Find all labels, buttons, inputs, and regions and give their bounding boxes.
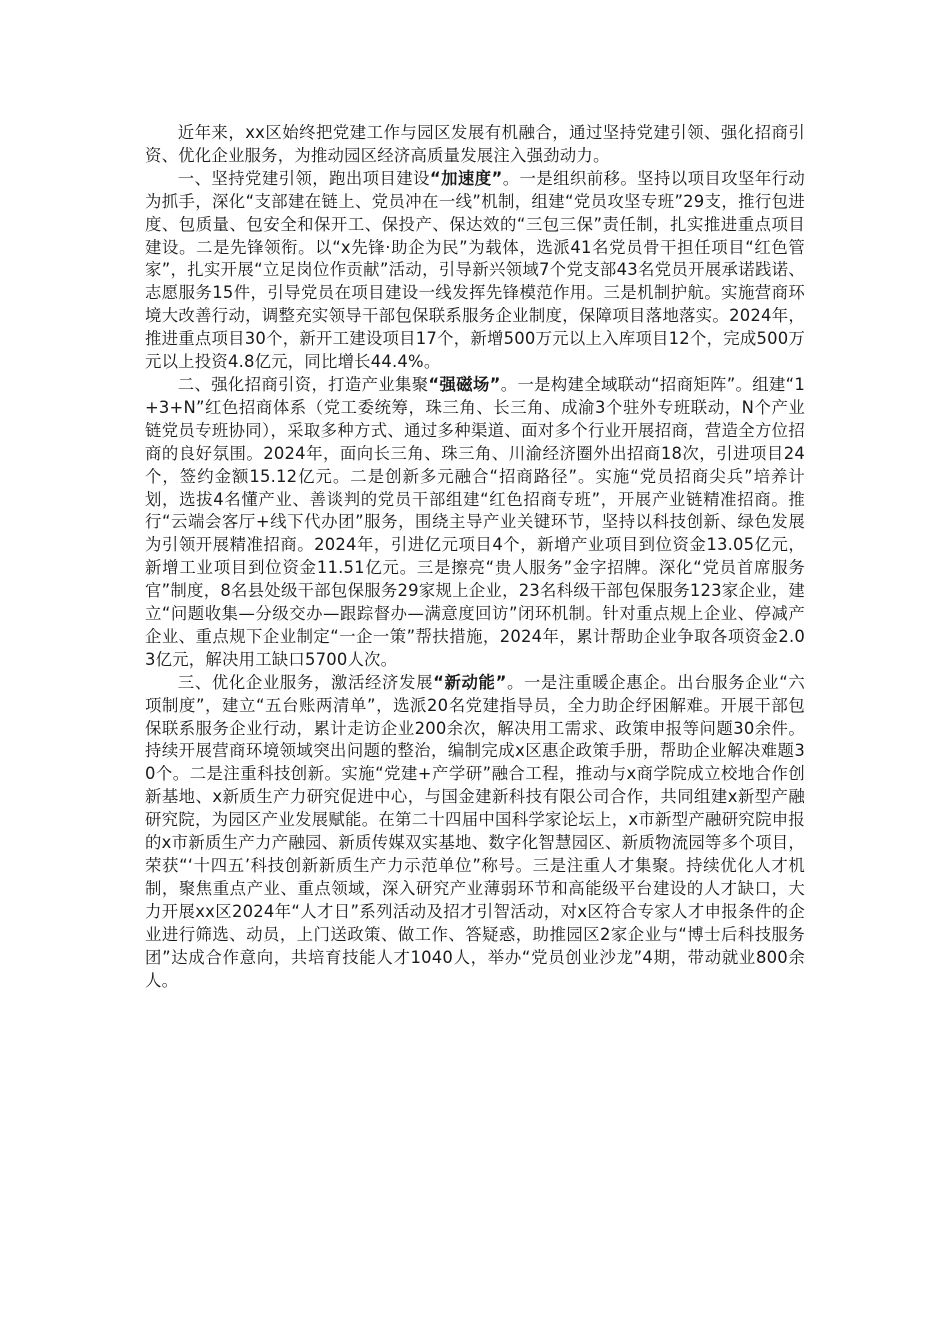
section-1-paragraph: [145, 168, 805, 374]
section-3-keyword: “新动能”: [433, 672, 507, 692]
section-1-lead: 一、坚持党建引领，跑出项目建设: [177, 168, 430, 188]
section-3-lead: 三、优化企业服务，激活经济发展: [177, 672, 434, 692]
intro-paragraph: 近年来，xx区始终把党建工作与园区发展有机融合，通过坚持党建引领、强化招商引资、优化企业服务，为推动园区经济高质量发展注入强劲动力。: [145, 123, 805, 165]
section-1-keyword: “加速度”: [429, 168, 503, 188]
section-2-tail: 。: [500, 374, 518, 394]
document-body: [145, 122, 805, 992]
section-3-body: 一是注重暖企惠企。出台服务企业“六项制度”，建立“五台账两清单”，选派20名党建指导员，全力助企纾困解难。开展干部包保联系服务企业行动，累计走访企业200余次，解决用工需求、政策申报等问题30余件。持续开展营商环境领域突出问题的整治，编制完成x区惠企政策手册，帮助企业解决难题30个。二是注重科技创新。实施“党建+产学研”融合工程，推动与x商学院成立校地合作创新基地、x新质生产力研究促进中心，与国金建新科技有限公司合作，共同组建x新型产融研究院，为园区产业发展赋能。在第二十四届中国科学家论坛上，x市新型产融研究院申报的x市新质生产力产融园、新质传媒双实基地、数字化智慧园区、新质物流园等多个项目，荣获“‘十四五’科技创新新质生产力示范单位”称号。三是注重人才集聚。持续优化人才机制，聚焦重点产业、重点领域，深入研究产业薄弱环节和高能级平台建设的人才缺口，大力开展xx区2024年“人才日”系列活动及招才引智活动，对x区符合专家人才申报条件的企业进行筛选、动员，上门送政策、做工作、答疑惑，助推园区2家企业与“博士后科技服务团”达成合作意向，共培育技能人才1040人，举办“党员创业沙龙”4期，带动就业800余人。: [145, 672, 806, 990]
section-2-lead: 二、强化招商引资，打造产业集聚: [177, 374, 429, 394]
section-3-paragraph: [145, 672, 805, 993]
section-2-body: 一是构建全域联动“招商矩阵”。组建“1+3+N”红色招商体系（党工委统筹，珠三角、长三角、成渝3个驻外专班联动，N个产业链党员专班协同），采取多种方式、通过多种渠道、面对多个行业开展招商，营造全方位招商的良好氛围。2024年，面向长三角、珠三角、川渝经济圈外出招商18次，引进项目24个，签约金额15.12亿元。二是创新多元融合“招商路径”。实施“党员招商尖兵”培养计划，选拔4名懂产业、善谈判的党员干部组建“红色招商专班”，开展产业链精准招商。推行“云端会客厅+线下代办团”服务，围绕主导产业关键环节，坚持以科技创新、绿色发展为引领开展精准招商。2024年，引进亿元项目4个，新增产业项目到位资金13.05亿元，新增工业项目到位资金11.51亿元。三是擦亮“贵人服务”金字招牌。深化“党员首席服务官”制度，8名县处级干部包保服务29家规上企业，23名科级干部包保服务123家企业，建立“问题收集—分级交办—跟踪督办—满意度回访”闭环机制。针对重点规上企业、停减产企业、重点规下企业制定“一企一策”帮扶措施，2024年，累计帮助企业争取各项资金2.03亿元，解决用工缺口5700人次。: [145, 374, 805, 669]
section-1-tail: 。: [502, 168, 520, 188]
section-3-tail: 。: [506, 672, 524, 692]
section-1-body: 一是组织前移。坚持以项目攻坚年行动为抓手，深化“支部建在链上、党员冲在一线”机制，组建“党员攻坚专班”29支，推行包进度、包质量、包安全和保开工、保投产、保达效的“三包三保”责任制，扎实推进重点项目建设。二是先锋领衔。以“x先锋·助企为民”为载体，选派41名党员骨干担任项目“红色管家”，扎实开展“立足岗位作贡献”活动，引导新兴领域7个党支部43名党员开展承诺践诺、志愿服务15件，引导党员在项目建设一线发挥先锋模范作用。三是机制护航。实施营商环境大改善行动，调整充实领导干部包保联系服务企业制度，保障项目落地落实。2024年，推进重点项目30个，新开工建设项目17个，新增500万元以上入库项目12个，完成500万元以上投资4.8亿元，同比增长44.4%。: [145, 168, 806, 372]
section-2-keyword: “强磁场”: [428, 374, 501, 394]
section-2-paragraph: [145, 374, 805, 672]
